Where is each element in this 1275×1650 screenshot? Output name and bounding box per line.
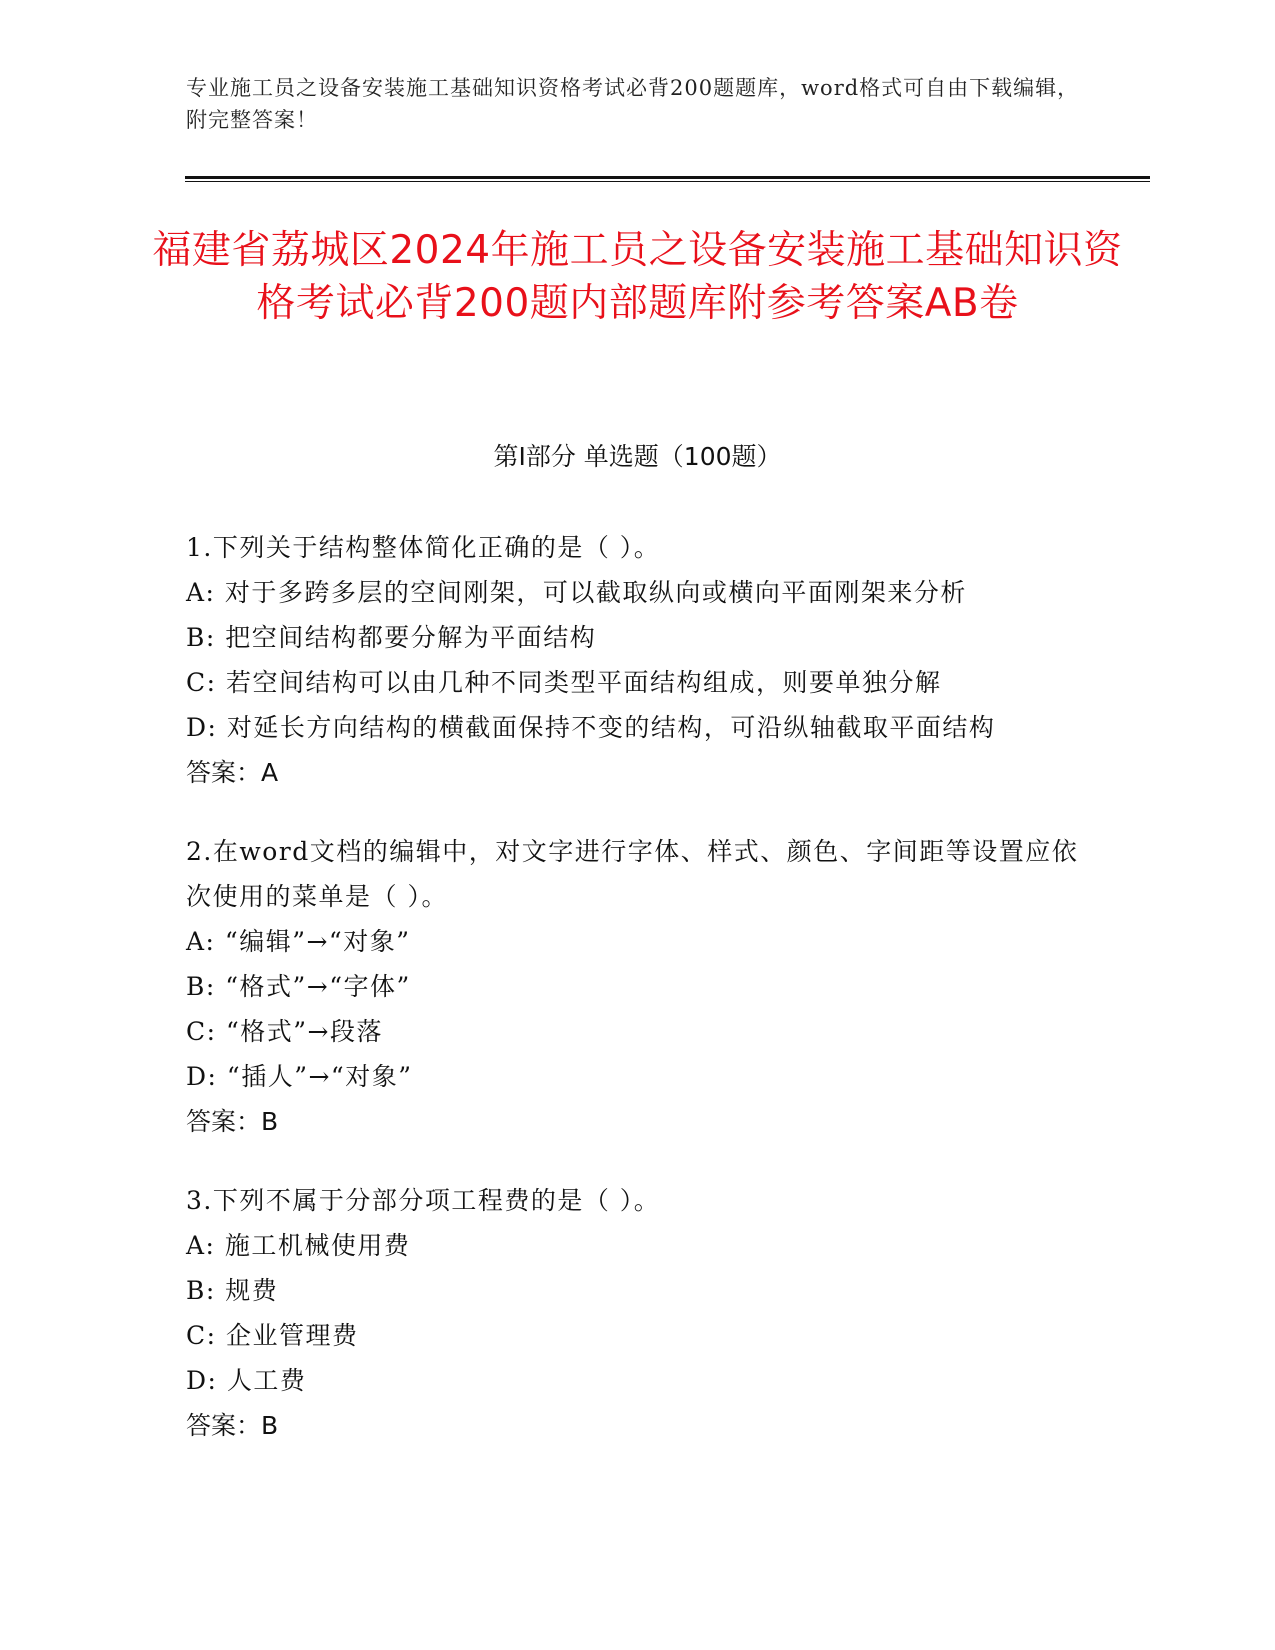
option-d: D: 对延长方向结构的横截面保持不变的结构，可沿纵轴截取平面结构 [186,713,996,742]
option-d: D: “插人”→“对象” [186,1062,413,1091]
option-c: C: 若空间结构可以由几种不同类型平面结构组成，则要单独分解 [186,668,942,697]
answer: 答案：B [186,1107,279,1136]
option-c: C: 企业管理费 [186,1321,359,1350]
document-title: 福建省荔城区2024年施工员之设备安装施工基础知识资格考试必背200题内部题库附参考答案AB卷 [152,228,1123,326]
section-heading: 第I部分 单选题（100题） [493,442,782,471]
option-a: A: 对于多跨多层的空间刚架，可以截取纵向或横向平面刚架来分析 [186,578,967,607]
option-a: A: “编辑”→“对象” [186,927,411,956]
option-d: D: 人工费 [186,1366,307,1395]
answer: 答案：A [186,758,279,787]
question-1 [186,525,1086,795]
question-3 [186,1178,1086,1448]
header-note: 专业施工员之设备安装施工基础知识资格考试必背200题题库，word格式可自由下载编辑，附完整答案！ [186,76,1080,132]
question-stem: 1.下列关于结构整体简化正确的是（ ）。 [186,533,661,562]
answer: 答案：B [186,1411,279,1440]
question-stem: 2.在word文档的编辑中，对文字进行字体、样式、颜色、字间距等设置应依次使用的菜单是（ ）。 [186,837,1079,911]
option-b: B: 把空间结构都要分解为平面结构 [186,623,597,652]
header-rule-thick [185,176,1150,179]
option-c: C: “格式”→段落 [186,1017,384,1046]
question-stem: 3.下列不属于分部分项工程费的是（ ）。 [186,1186,661,1215]
option-b: B: “格式”→“字体” [186,972,411,1001]
question-2 [186,829,1086,1144]
option-b: B: 规费 [186,1276,279,1305]
option-a: A: 施工机械使用费 [186,1231,411,1260]
question-list [186,525,1086,1482]
header-rule-thin [185,181,1150,182]
